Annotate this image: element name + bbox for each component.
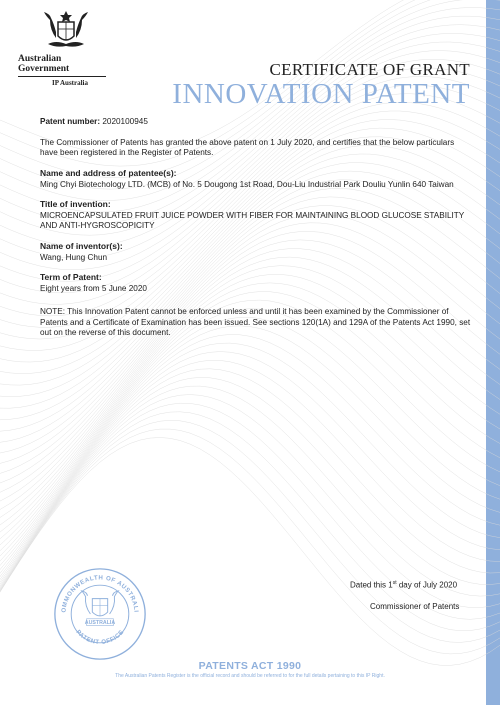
invention-title-label: Title of invention:: [40, 199, 111, 210]
agency-name: IP Australia: [52, 79, 88, 87]
guilloche-line: [0, 343, 500, 596]
patent-number-line: [40, 117, 472, 127]
svg-text:PATENT OFFICE: [74, 629, 125, 646]
invention-title-value: MICROENCAPSULATED FRUIT JUICE POWDER WITH FIBER FOR MAINTAINING BLOOD GLUCOSE STABILITY AND ANTI-HYGROSCOPICITY: [40, 211, 465, 231]
dated-suffix: day of July 2020: [396, 580, 458, 590]
dated-ordinal: st: [392, 580, 397, 586]
register-footnote: The Australian Patents Register is the official record and should be referred to for the full details pertaining to this IP Right.: [115, 673, 385, 679]
guilloche-line: [0, 309, 500, 575]
government-name: Australian Government: [18, 54, 106, 77]
patent-number-value: 2020100945: [102, 117, 148, 126]
dated-line: [350, 580, 457, 590]
patent-number-label: Patent number:: [40, 117, 101, 126]
patentee-label: Name and address of patentee(s):: [40, 167, 177, 178]
grant-statement: The Commissioner of Patents has granted the above patent on 1 July 2020, and certifies that the below particulars have been registered in the Register of Patents.: [40, 138, 455, 158]
patents-act-title: PATENTS ACT 1990: [198, 660, 302, 672]
term-label: Term of Patent:: [40, 272, 102, 283]
coat-of-arms-icon: [36, 8, 96, 52]
inventor-label: Name of inventor(s):: [40, 240, 123, 251]
guilloche-line: [0, 300, 500, 568]
australian-government-logo: [18, 8, 113, 87]
certificate-body: [40, 117, 472, 338]
svg-text:COMMONWEALTH OF AUSTRALIA: [52, 566, 140, 613]
seal-top-text: OMMONWEALTH OF AUSTRALI: [60, 574, 140, 614]
commissioner-signature: Commissioner of Patents: [370, 602, 460, 611]
seal-bottom-text: PATENT OFFICE: [74, 628, 126, 647]
term-value: Eight years from 5 June 2020: [40, 284, 147, 294]
patentee-value: Ming Chyi Biotechology LTD. (MCB) of No. 5 Dougong 1st Road, Dou-Liu Industrial Park Douliu Yunlin 640 Taiwan: [40, 179, 454, 189]
inventor-value: Wang, Hung Chun: [40, 252, 108, 262]
enforcement-note: NOTE: This Innovation Patent cannot be enforced unless and until it has been examined by the Commissioner of Patents and a Certificate of Examination has been issued. See sections 120(1A) and 129A of the Patents Act 1990, set out on the reverse of this document.: [40, 307, 471, 337]
certificate-title: CERTIFICATE OF GRANT: [269, 60, 470, 79]
patent-type-heading: INNOVATION PATENT: [172, 78, 470, 110]
dated-prefix: Dated this 1: [350, 580, 393, 590]
patent-office-seal: [52, 566, 148, 662]
seal-middle-text: AUSTRALIA: [84, 620, 116, 627]
